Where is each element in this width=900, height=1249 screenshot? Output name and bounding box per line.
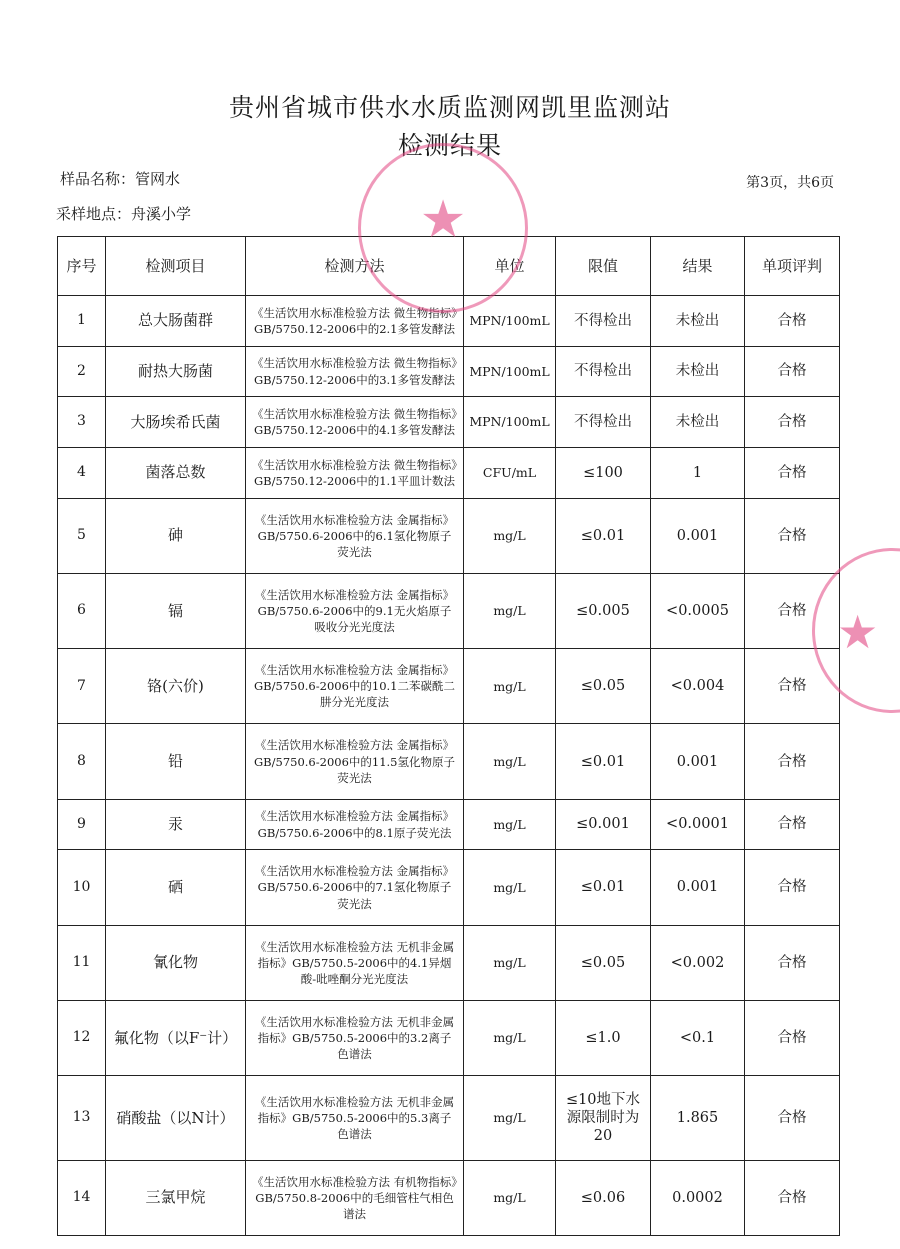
row-limit: ≤10地下水源限制时为20 [556,1076,651,1161]
row-result: 0.001 [651,498,745,573]
column-header: 检测项目 [106,237,246,296]
row-result: 未检出 [651,397,745,448]
row-unit: mg/L [464,925,556,1000]
results-table [57,236,840,1236]
row-unit: CFU/mL [464,448,556,499]
row-item: 砷 [106,498,246,573]
column-header: 限值 [556,237,651,296]
row-limit: 不得检出 [556,296,651,347]
column-header: 序号 [58,237,106,296]
row-method: 《生活饮用水标准检验方法 微生物指标》GB/5750.12-2006中的1.1平皿计数法 [246,448,464,499]
row-item: 硝酸盐（以N计） [106,1076,246,1161]
row-seq: 1 [58,296,106,347]
results-body [58,296,840,1236]
document-title: 贵州省城市供水水质监测网凯里监测站 [228,93,671,122]
table-row [58,925,840,1000]
table-row [58,573,840,648]
row-limit: ≤0.001 [556,799,651,850]
row-limit: ≤0.01 [556,498,651,573]
row-item: 耐热大肠菌 [106,346,246,397]
row-unit: MPN/100mL [464,346,556,397]
row-item: 菌落总数 [106,448,246,499]
row-seq: 7 [58,649,106,724]
row-limit: ≤1.0 [556,1000,651,1075]
row-method: 《生活饮用水标准检验方法 无机非金属指标》GB/5750.5-2006中的4.1异烟酸-吡唑酮分光光度法 [246,925,464,1000]
row-seq: 2 [58,346,106,397]
row-method: 《生活饮用水标准检验方法 有机物指标》GB/5750.8-2006中的毛细管柱气相色谱法 [246,1160,464,1235]
row-judgement: 合格 [745,573,840,648]
row-result: 0.0002 [651,1160,745,1235]
row-limit: ≤0.005 [556,573,651,648]
row-limit: ≤0.01 [556,724,651,799]
table-row [58,850,840,925]
row-item: 氰化物 [106,925,246,1000]
row-result: 1 [651,448,745,499]
row-seq: 9 [58,799,106,850]
table-row [58,296,840,347]
row-item: 三氯甲烷 [106,1160,246,1235]
row-result: <0.002 [651,925,745,1000]
row-judgement: 合格 [745,649,840,724]
row-result: 未检出 [651,296,745,347]
row-result: <0.0001 [651,799,745,850]
row-judgement: 合格 [745,799,840,850]
row-unit: mg/L [464,573,556,648]
column-header: 单项评判 [745,237,840,296]
row-seq: 6 [58,573,106,648]
row-method: 《生活饮用水标准检验方法 微生物指标》GB/5750.12-2006中的2.1多管发酵法 [246,296,464,347]
column-header: 结果 [651,237,745,296]
row-limit: ≤0.05 [556,649,651,724]
row-seq: 14 [58,1160,106,1235]
row-result: <0.0005 [651,573,745,648]
row-unit: mg/L [464,850,556,925]
row-item: 镉 [106,573,246,648]
table-row [58,346,840,397]
page-indicator: 第3页，共6页 [746,175,834,191]
column-header: 检测方法 [246,237,464,296]
sample-name-value: 管网水 [135,170,181,188]
row-item: 大肠埃希氏菌 [106,397,246,448]
row-result: <0.1 [651,1000,745,1075]
row-judgement: 合格 [745,1000,840,1075]
row-method: 《生活饮用水标准检验方法 金属指标》GB/5750.6-2006中的10.1二苯碳酰二肼分光光度法 [246,649,464,724]
sampling-site-value: 舟溪小学 [131,205,192,223]
sample-name [60,168,180,189]
row-method: 《生活饮用水标准检验方法 金属指标》GB/5750.6-2006中的9.1无火焰原子吸收分光光度法 [246,573,464,648]
row-seq: 13 [58,1076,106,1161]
row-judgement: 合格 [745,925,840,1000]
table-row [58,498,840,573]
row-limit: ≤0.05 [556,925,651,1000]
row-method: 《生活饮用水标准检验方法 微生物指标》GB/5750.12-2006中的3.1多管发酵法 [246,346,464,397]
table-row [58,799,840,850]
table-row [58,448,840,499]
row-seq: 12 [58,1000,106,1075]
row-method: 《生活饮用水标准检验方法 微生物指标》GB/5750.12-2006中的4.1多管发酵法 [246,397,464,448]
row-result: 0.001 [651,724,745,799]
document-subtitle: 检测结果 [397,131,502,160]
row-judgement: 合格 [745,346,840,397]
row-seq: 5 [58,498,106,573]
row-unit: mg/L [464,724,556,799]
row-judgement: 合格 [745,724,840,799]
row-method: 《生活饮用水标准检验方法 无机非金属指标》GB/5750.5-2006中的5.3离子色谱法 [246,1076,464,1161]
sampling-site-label: 采样地点： [56,205,132,223]
table-row [58,1160,840,1235]
row-item: 总大肠菌群 [106,296,246,347]
row-method: 《生活饮用水标准检验方法 金属指标》GB/5750.6-2006中的8.1原子荧光法 [246,799,464,850]
row-limit: 不得检出 [556,397,651,448]
row-limit: ≤0.06 [556,1160,651,1235]
row-result: 未检出 [651,346,745,397]
row-judgement: 合格 [745,850,840,925]
row-seq: 8 [58,724,106,799]
row-method: 《生活饮用水标准检验方法 金属指标》GB/5750.6-2006中的6.1氢化物原子荧光法 [246,498,464,573]
table-row [58,724,840,799]
row-item: 汞 [106,799,246,850]
row-item: 铅 [106,724,246,799]
row-limit: ≤100 [556,448,651,499]
star-icon: ★ [419,190,467,250]
row-seq: 4 [58,448,106,499]
row-item: 氟化物（以F⁻计） [106,1000,246,1075]
row-judgement: 合格 [745,296,840,347]
row-unit: mg/L [464,1000,556,1075]
row-result: 1.865 [651,1076,745,1161]
row-unit: mg/L [464,1076,556,1161]
table-header-row [58,237,840,296]
column-header: 单位 [464,237,556,296]
row-seq: 11 [58,925,106,1000]
row-method: 《生活饮用水标准检验方法 金属指标》GB/5750.6-2006中的7.1氢化物原子荧光法 [246,850,464,925]
row-judgement: 合格 [745,1160,840,1235]
row-seq: 3 [58,397,106,448]
sample-name-label: 样品名称： [60,170,136,188]
row-unit: mg/L [464,649,556,724]
star-icon: ★ [837,605,879,659]
row-judgement: 合格 [745,448,840,499]
row-judgement: 合格 [745,1076,840,1161]
row-seq: 10 [58,850,106,925]
row-method: 《生活饮用水标准检验方法 金属指标》GB/5750.6-2006中的11.5氢化物原子荧光法 [246,724,464,799]
row-unit: MPN/100mL [464,397,556,448]
sampling-site [56,203,191,224]
row-limit: ≤0.01 [556,850,651,925]
table-row [58,1000,840,1075]
row-method: 《生活饮用水标准检验方法 无机非金属指标》GB/5750.5-2006中的3.2离子色谱法 [246,1000,464,1075]
row-unit: MPN/100mL [464,296,556,347]
row-result: <0.004 [651,649,745,724]
row-unit: mg/L [464,799,556,850]
row-item: 硒 [106,850,246,925]
row-judgement: 合格 [745,397,840,448]
row-limit: 不得检出 [556,346,651,397]
table-row [58,397,840,448]
table-row [58,1076,840,1161]
row-unit: mg/L [464,1160,556,1235]
row-unit: mg/L [464,498,556,573]
row-item: 铬(六价) [106,649,246,724]
row-result: 0.001 [651,850,745,925]
table-row [58,649,840,724]
row-judgement: 合格 [745,498,840,573]
